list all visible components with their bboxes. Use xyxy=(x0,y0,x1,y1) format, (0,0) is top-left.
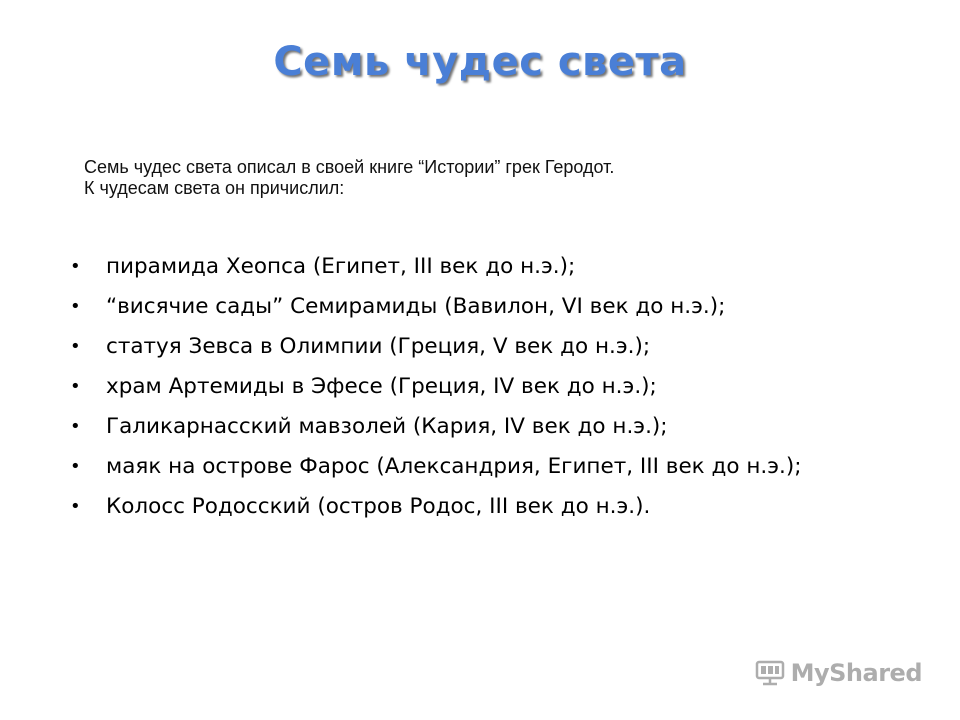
list-item xyxy=(70,447,940,487)
slide-title: Семь чудес света xyxy=(273,39,687,85)
list-item-text: храм Артемиды в Эфесе (Греция, IV век до н.э.); xyxy=(106,374,657,399)
list-item-text: маяк на острове Фарос (Александрия, Египет, III век до н.э.); xyxy=(106,454,802,479)
list-item xyxy=(70,407,940,447)
bullet-icon: • xyxy=(70,376,81,397)
bullet-icon: • xyxy=(70,496,81,517)
list-item-text: пирамида Хеопса (Египет, III век до н.э.); xyxy=(106,254,576,279)
intro-line-2: К чудесам света он причислил: xyxy=(84,178,345,198)
list-item xyxy=(70,287,940,327)
logo-text: MyShared xyxy=(790,659,922,687)
list-item-text: статуя Зевса в Олимпии (Греция, V век до н.э.); xyxy=(106,334,651,359)
list-item xyxy=(70,327,940,367)
wonders-list xyxy=(70,247,940,527)
list-item xyxy=(70,247,940,287)
projector-screen-icon xyxy=(755,660,785,686)
bullet-icon: • xyxy=(70,296,81,317)
intro-line-1: Семь чудес света описал в своей книге “Истории” грек Геродот. xyxy=(84,157,615,177)
list-item-text: Галикарнасский мавзолей (Кария, IV век до н.э.); xyxy=(106,414,668,439)
bullet-icon: • xyxy=(70,336,81,357)
intro-paragraph xyxy=(84,157,884,199)
bullet-icon: • xyxy=(70,456,81,477)
bullet-icon: • xyxy=(70,256,81,277)
bullet-icon: • xyxy=(70,416,81,437)
list-item-text: “висячие сады” Семирамиды (Вавилон, VI век до н.э.); xyxy=(106,294,726,319)
myshared-logo xyxy=(755,658,922,688)
list-item xyxy=(70,487,940,527)
list-item-text: Колосс Родосский (остров Родос, III век до н.э.). xyxy=(106,494,651,519)
list-item xyxy=(70,367,940,407)
